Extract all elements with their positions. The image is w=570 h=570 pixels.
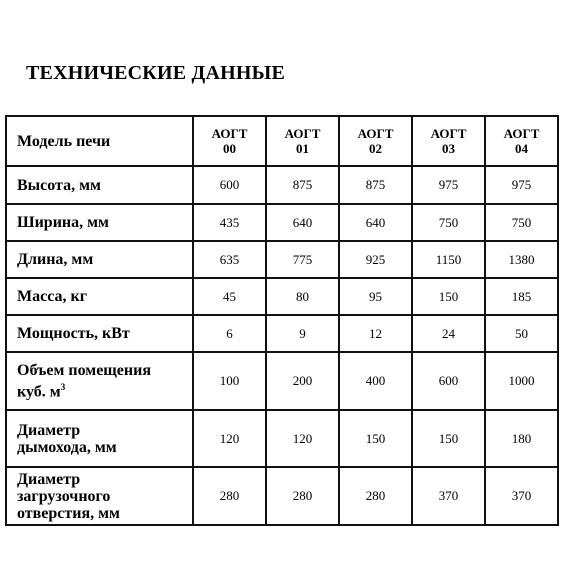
cell-value: 1000	[485, 352, 558, 410]
model-header	[339, 116, 412, 166]
model-header	[485, 116, 558, 166]
cell-value: 640	[339, 204, 412, 241]
model-name: АОГТ	[284, 126, 321, 141]
row-label-line: Диаметр	[17, 470, 81, 488]
row-label-line: загрузочного	[17, 487, 111, 505]
cell-value: 150	[339, 410, 412, 467]
cell-value: 975	[485, 166, 558, 204]
table-row	[6, 352, 558, 410]
cell-value: 80	[266, 278, 339, 315]
cell-value: 100	[193, 352, 266, 410]
cell-value: 750	[412, 204, 485, 241]
cell-value: 95	[339, 278, 412, 315]
cell-value: 600	[412, 352, 485, 410]
model-header	[266, 116, 339, 166]
model-header	[412, 116, 485, 166]
row-label-line: Диаметр	[17, 421, 81, 439]
cell-value: 24	[412, 315, 485, 352]
row-label	[6, 467, 193, 525]
row-label: Мощность, кВт	[6, 315, 193, 352]
cell-value: 640	[266, 204, 339, 241]
cell-value: 875	[339, 166, 412, 204]
row-label	[6, 352, 193, 410]
row-label: Высота, мм	[6, 166, 193, 204]
cell-value: 635	[193, 241, 266, 278]
row-label	[6, 410, 193, 467]
header-label: Модель печи	[6, 116, 193, 166]
cell-value: 150	[412, 410, 485, 467]
row-label-line: куб. м	[17, 383, 61, 401]
row-label-line: Объем помещения	[17, 361, 151, 379]
table-row	[6, 410, 558, 467]
model-number: 04	[515, 141, 528, 156]
cell-value: 280	[266, 467, 339, 525]
cell-value: 185	[485, 278, 558, 315]
row-label: Длина, мм	[6, 241, 193, 278]
cell-value: 50	[485, 315, 558, 352]
cell-value: 775	[266, 241, 339, 278]
cell-value: 1380	[485, 241, 558, 278]
cell-value: 750	[485, 204, 558, 241]
table-header-row	[6, 116, 558, 166]
model-name: АОГТ	[211, 126, 248, 141]
table-row	[6, 241, 558, 278]
cell-value: 120	[266, 410, 339, 467]
cell-value: 45	[193, 278, 266, 315]
superscript: 3	[60, 381, 66, 392]
model-name: АОГТ	[357, 126, 394, 141]
cell-value: 1150	[412, 241, 485, 278]
table-row	[6, 166, 558, 204]
row-label-line: дымохода, мм	[17, 438, 117, 456]
cell-value: 875	[266, 166, 339, 204]
cell-value: 280	[339, 467, 412, 525]
cell-value: 180	[485, 410, 558, 467]
cell-value: 12	[339, 315, 412, 352]
cell-value: 9	[266, 315, 339, 352]
cell-value: 370	[485, 467, 558, 525]
model-number: 03	[442, 141, 455, 156]
model-header	[193, 116, 266, 166]
table-row	[6, 204, 558, 241]
cell-value: 925	[339, 241, 412, 278]
cell-value: 120	[193, 410, 266, 467]
model-name: АОГТ	[503, 126, 540, 141]
row-label: Масса, кг	[6, 278, 193, 315]
model-name: АОГТ	[430, 126, 467, 141]
cell-value: 370	[412, 467, 485, 525]
cell-value: 435	[193, 204, 266, 241]
model-number: 01	[296, 141, 309, 156]
cell-value: 400	[339, 352, 412, 410]
row-label: Ширина, мм	[6, 204, 193, 241]
table-row	[6, 467, 558, 525]
cell-value: 975	[412, 166, 485, 204]
row-label-line: отверстия, мм	[17, 504, 120, 522]
model-number: 02	[369, 141, 382, 156]
cell-value: 150	[412, 278, 485, 315]
cell-value: 600	[193, 166, 266, 204]
page-title: ТЕХНИЧЕСКИЕ ДАННЫЕ	[26, 62, 285, 84]
cell-value: 280	[193, 467, 266, 525]
model-number: 00	[223, 141, 236, 156]
specifications-table	[5, 115, 559, 526]
table-row	[6, 278, 558, 315]
cell-value: 200	[266, 352, 339, 410]
table-row	[6, 315, 558, 352]
cell-value: 6	[193, 315, 266, 352]
